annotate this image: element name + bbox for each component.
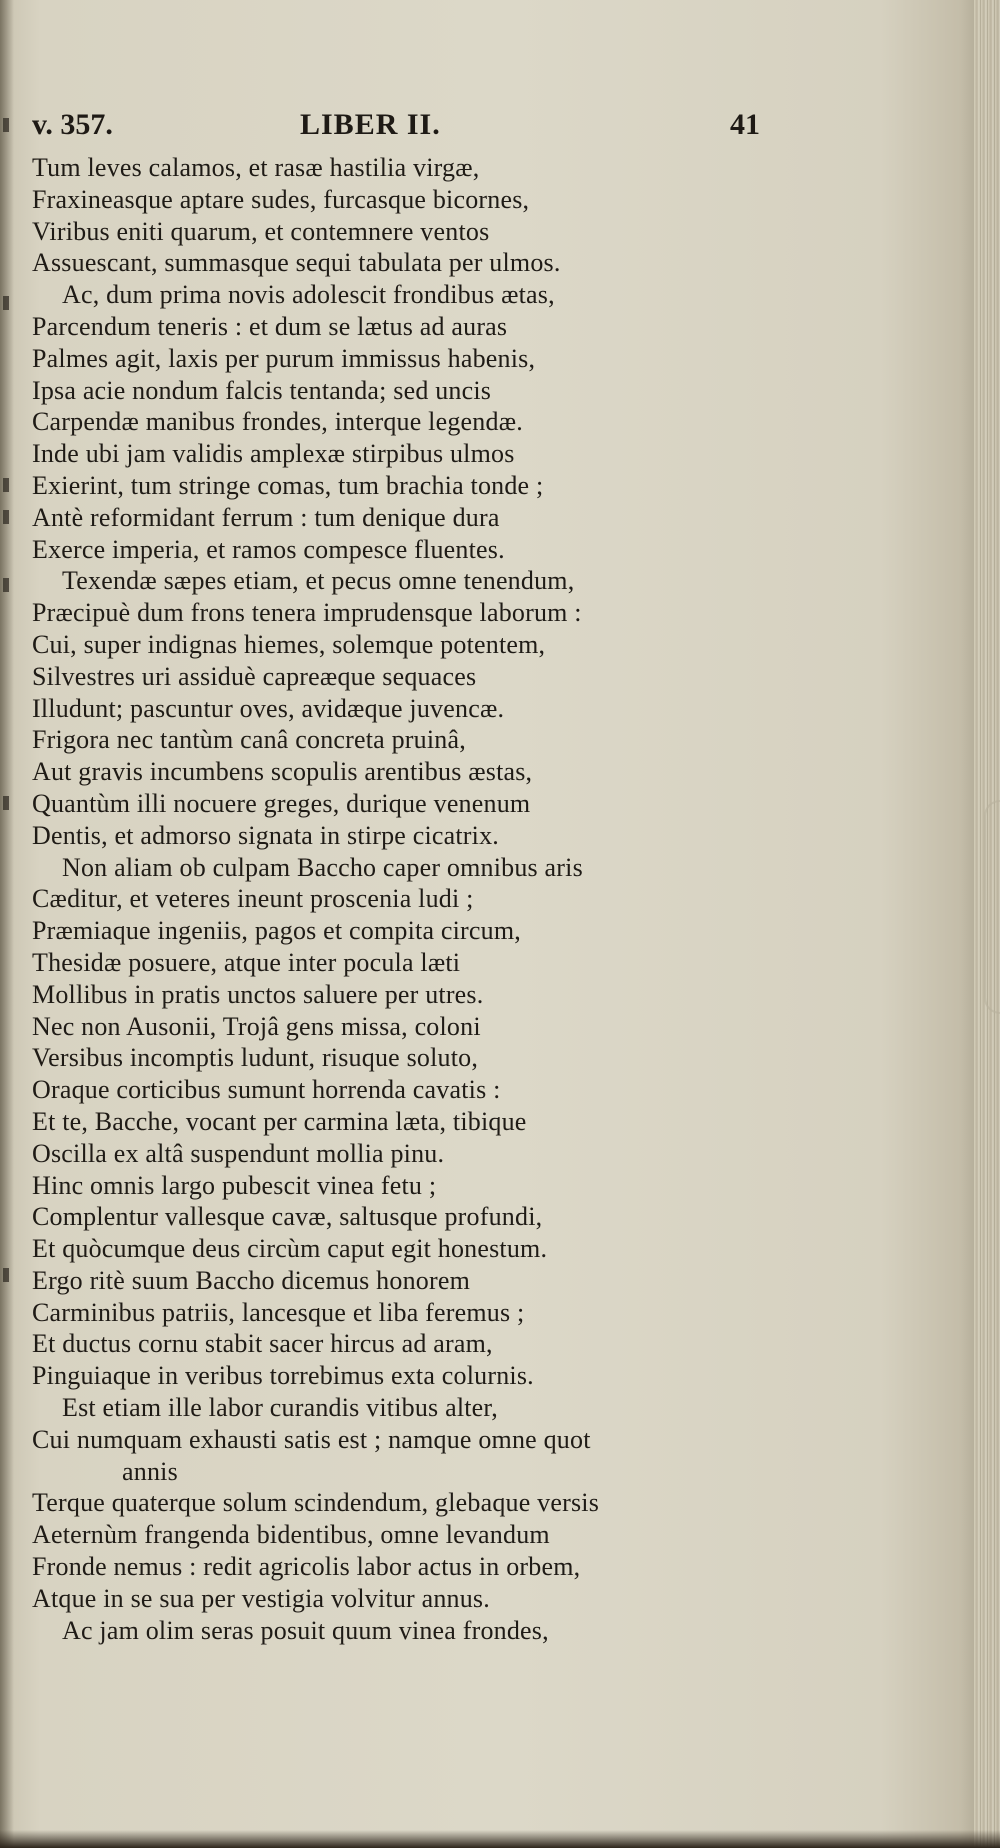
margin-mark: [3, 510, 9, 524]
verse-line: Est etiam ille labor curandis vitibus alter,: [62, 1393, 498, 1423]
verse-line: Ergo ritè suum Baccho dicemus honorem: [32, 1265, 470, 1295]
verse-line: Tum leves calamos, et rasæ hastilia virgæ,: [32, 153, 480, 182]
verse-line: Hinc omnis largo pubescit vinea fetu ;: [32, 1170, 437, 1200]
verse-line: Præcipuè dum frons tenera imprudensque laborum :: [32, 598, 582, 628]
page-number: 41: [730, 108, 760, 141]
verse-line: Quantùm illi nocuere greges, durique venenum: [32, 788, 531, 818]
verse-line: Parcendum teneris : et dum se lætus ad auras: [32, 311, 508, 341]
verse-line: Terque quaterque solum scindendum, glebaque versis: [32, 1488, 600, 1518]
verse-line: Aut gravis incumbens scopulis arentibus æstas,: [32, 757, 533, 787]
verse-line: Et te, Bacche, vocant per carmina læta, tibique: [32, 1106, 527, 1136]
verse-line: Dentis, et admorso signata in stirpe cicatrix.: [32, 820, 499, 850]
verse-line: Nec non Ausonii, Trojâ gens missa, coloni: [32, 1011, 481, 1041]
verse-line: Assuescant, summasque sequi tabulata per ulmos.: [32, 248, 561, 278]
verse-line: Non aliam ob culpam Baccho caper omnibus aris: [62, 852, 583, 882]
verse-line: Cui numquam exhausti satis est ; namque omne quot: [32, 1424, 591, 1454]
verse-text: [32, 152, 772, 1646]
left-margin-marks: [0, 0, 20, 1848]
verse-line: Carpendæ manibus frondes, interque legendæ.: [32, 407, 523, 437]
verse-line: Thesidæ posuere, atque inter pocula læti: [32, 947, 461, 977]
margin-mark: [3, 796, 9, 810]
margin-mark: [3, 478, 9, 492]
verse-line: Pinguiaque in veribus torrebimus exta colurnis.: [32, 1361, 534, 1391]
verse-line: Carminibus patriis, lancesque et liba feremus ;: [32, 1297, 525, 1327]
verse-line: Et ductus cornu stabit sacer hircus ad aram,: [32, 1329, 493, 1359]
margin-mark: [3, 118, 9, 132]
margin-mark: [3, 1268, 9, 1282]
verse-line: Viribus eniti quarum, et contemnere ventos: [32, 216, 490, 246]
verse-line: Exierint, tum stringe comas, tum brachia tonde ;: [32, 470, 544, 500]
verse-line: Oraque corticibus sumunt horrenda cavatis :: [32, 1075, 501, 1105]
verse-line: Versibus incomptis ludunt, risuque soluto,: [32, 1043, 479, 1073]
verse-line: Aeternùm frangenda bidentibus, omne levandum: [32, 1520, 550, 1550]
verse-line: Complentur vallesque cavæ, saltusque profundi,: [32, 1202, 543, 1232]
running-header: [30, 108, 760, 148]
verse-line: Texendæ sæpes etiam, et pecus omne tenendum,: [62, 566, 575, 596]
verse-line: Silvestres uri assiduè capreæque sequaces: [32, 661, 477, 691]
verse-line: Ac, dum prima novis adolescit frondibus ætas,: [62, 280, 555, 310]
verse-line: Et quòcumque deus circùm caput egit honestum.: [32, 1234, 548, 1264]
verse-line: Præmiaque ingeniis, pagos et compita circum,: [32, 916, 521, 946]
margin-mark: [3, 578, 9, 592]
page-bottom-shadow: [0, 1830, 1000, 1848]
verse-line: Frigora nec tantùm canâ concreta pruinâ,: [32, 725, 466, 755]
verse-line: Fronde nemus : redit agricolis labor actus in orbem,: [32, 1552, 581, 1582]
verse-line: Ac jam olim seras posuit quum vinea frondes,: [62, 1615, 549, 1645]
verse-line: Fraxineasque aptare sudes, furcasque bicornes,: [32, 184, 530, 214]
verse-line: Oscilla ex altâ suspendunt mollia pinu.: [32, 1138, 445, 1168]
verse-line: Inde ubi jam validis amplexæ stirpibus ulmos: [32, 439, 515, 469]
verse-line: Cui, super indignas hiemes, solemque potentem,: [32, 629, 546, 659]
verse-line: Illudunt; pascuntur oves, avidæque juvencæ.: [32, 693, 505, 723]
verse-reference: v. 357.: [32, 108, 113, 141]
verse-line: Ipsa acie nondum falcis tentanda; sed uncis: [32, 375, 492, 405]
verse-line: Mollibus in pratis unctos saluere per utres.: [32, 979, 484, 1009]
verse-line: Palmes agit, laxis per purum immissus habenis,: [32, 343, 536, 373]
verse-line: Cæditur, et veteres ineunt proscenia ludi ;: [32, 884, 474, 914]
show-through-mark: [984, 800, 1000, 1014]
verse-line: Exerce imperia, et ramos compesce fluentes.: [32, 534, 505, 564]
verse-line: annis: [122, 1456, 178, 1486]
verse-line: Antè reformidant ferrum : tum denique dura: [32, 502, 500, 532]
margin-mark: [3, 296, 9, 310]
verse-line: Atque in se sua per vestigia volvitur annus.: [32, 1583, 490, 1613]
book-title: LIBER II.: [300, 108, 441, 141]
